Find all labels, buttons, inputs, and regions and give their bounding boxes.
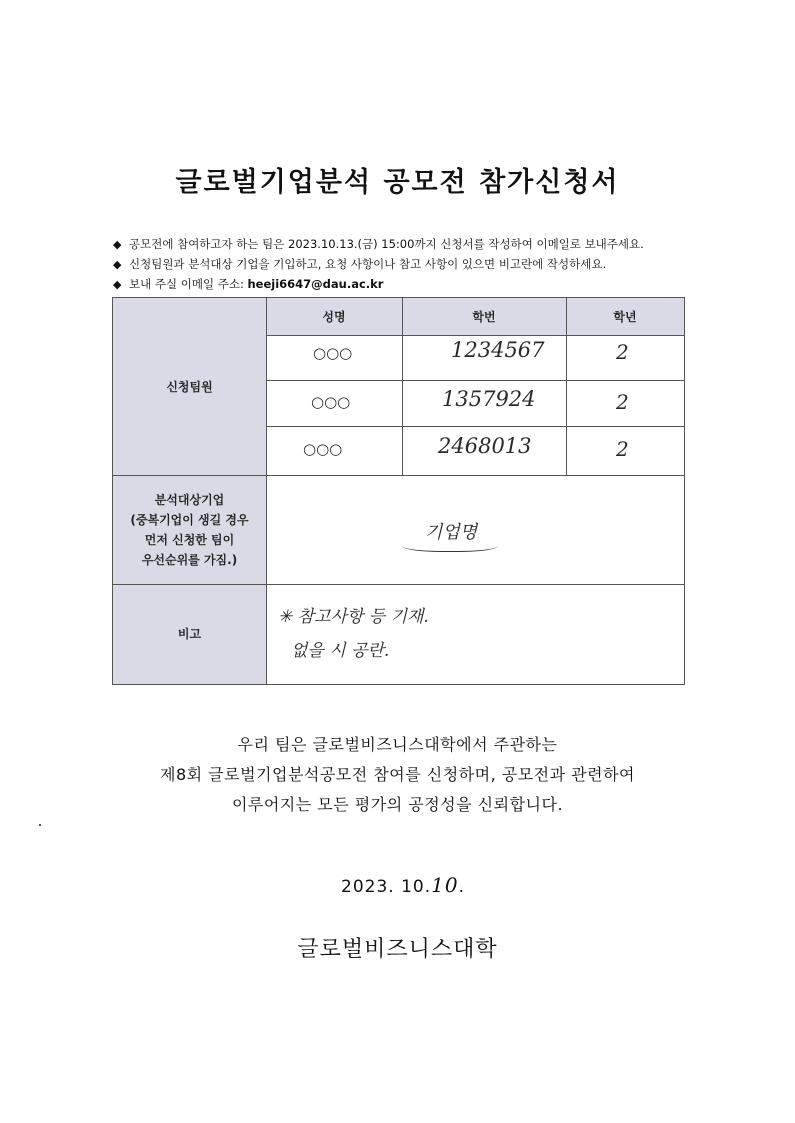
member-name: ○○○	[313, 344, 353, 362]
email-address: heeji6647@dau.ac.kr	[247, 277, 384, 291]
instruction-line	[113, 234, 713, 254]
member-student-id: 2468013	[438, 434, 532, 458]
pledge-statement	[0, 730, 795, 820]
header-name: 성명	[322, 309, 346, 324]
date-suffix: .	[458, 877, 465, 897]
instruction-text: 신청팀원과 분석대상 기업을 기입하고, 요청 사항이나 참고 사항이 있으면 비고란에 작성하세요.	[129, 257, 607, 271]
member-student-id: 1357924	[442, 387, 536, 411]
diamond-bullet-icon: ◆	[113, 238, 122, 251]
instructions	[113, 234, 713, 294]
company-value: 기업명	[425, 522, 478, 543]
company-label-line: 우선순위를 가짐.)	[141, 552, 238, 567]
pledge-line: 제8회 글로벌기업분석공모전 참여를 신청하며, 공모전과 관련하여	[159, 765, 635, 784]
application-date	[341, 873, 465, 897]
application-form-table	[112, 297, 685, 685]
member-student-id: 1234567	[451, 338, 545, 362]
header-grade: 학년	[613, 309, 637, 324]
pledge-line: 이루어지는 모든 평가의 공정성을 신뢰합니다.	[231, 795, 564, 814]
diamond-bullet-icon: ◆	[113, 258, 122, 271]
company-label-line: 먼저 신청한 팀이	[144, 532, 235, 547]
members-label: 신청팀원	[166, 379, 213, 394]
member-name: ○○○	[311, 393, 351, 411]
page-title: 글로벌기업분석 공모전 참가신청서	[175, 167, 620, 198]
diamond-bullet-icon: ◆	[113, 278, 122, 291]
scan-speck	[39, 824, 41, 826]
instruction-line	[113, 274, 713, 294]
company-label	[113, 475, 266, 584]
header-student-id: 학번	[472, 309, 496, 324]
pledge-line: 우리 팀은 글로벌비즈니스대학에서 주관하는	[237, 735, 558, 754]
remarks-line: 없을 시 공란.	[291, 641, 390, 661]
company-label-line: 분석대상기업	[154, 492, 225, 507]
instruction-text: 공모전에 참여하고자 하는 팀은 2023.10.13.(금) 15:00까지 신청서를 작성하여 이메일로 보내주세요.	[129, 237, 644, 251]
member-grade: 2	[616, 390, 629, 414]
instruction-line	[113, 254, 713, 274]
remarks-line: ✳ 참고사항 등 기재.	[278, 607, 429, 627]
member-grade: 2	[616, 437, 629, 461]
member-grade: 2	[616, 340, 629, 364]
date-printed: 2023. 10.	[341, 877, 432, 897]
company-label-line: (중복기업이 생길 경우	[130, 512, 249, 527]
date-day-handwritten: 10	[431, 873, 459, 897]
organization-name: 글로벌비즈니스대학	[297, 937, 498, 962]
email-label: 보내 주실 이메일 주소:	[129, 277, 244, 291]
remarks-label: 비고	[177, 627, 202, 641]
member-name: ○○○	[303, 440, 343, 458]
